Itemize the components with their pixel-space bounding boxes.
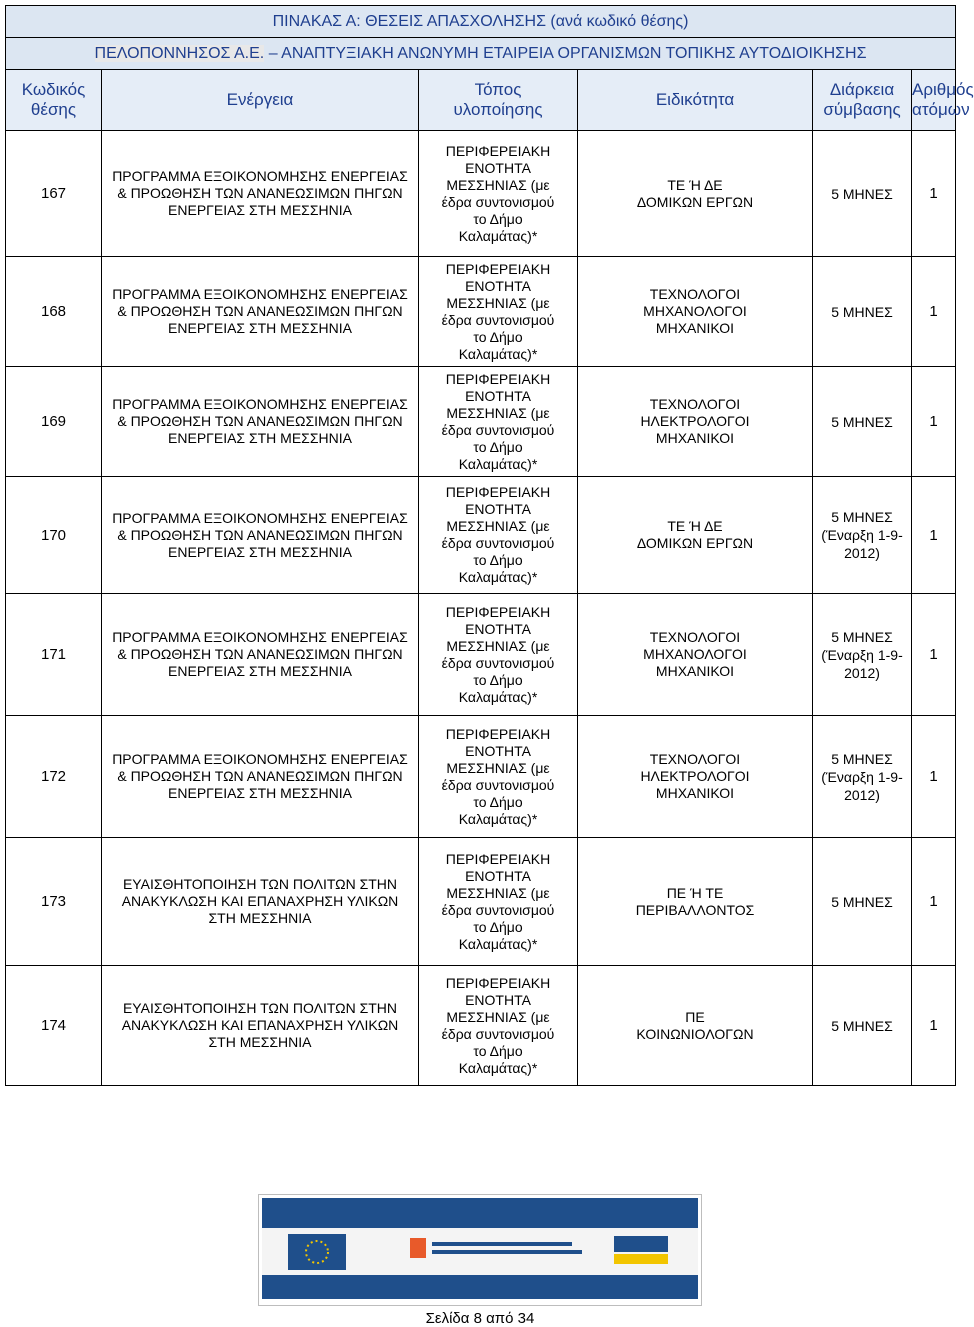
header-place — [419, 70, 578, 131]
cell-code — [6, 367, 102, 477]
banner-cofinancing-band — [262, 1275, 698, 1299]
cell-place-line: ΠΕΡΙΦΕΡΕΙΑΚΗ — [445, 484, 551, 500]
cell-place-line: έδρα συντονισμού — [441, 311, 555, 328]
cell-code — [6, 477, 102, 594]
subtitle-rest: ΑΝΑΠΤΥΞΙΑΚΗ ΑΝΩΝΥΜΗ ΕΤΑΙΡΕΙΑ ΟΡΓΑΝΙΣΜΩΝ ΤΟΠΙΚΗΣ ΑΥΤΟΔΙΟΙΚΗΣΗΣ — [281, 44, 867, 62]
cell-place-line: ΕΝΟΤΗΤΑ — [465, 387, 531, 404]
cell-count-text: 1 — [929, 1017, 938, 1034]
cell-place-line: Καλαμάτας)* — [458, 569, 538, 585]
table-row — [6, 838, 956, 966]
cell-action-line: ΕΝΕΡΓΕΙΑΣ ΣΤΗ ΜΕΣΣΗΝΙΑ — [168, 663, 352, 679]
cell-code — [6, 838, 102, 966]
cell-specialty-line: ΤΕΧΝΟΛΟΓΟΙ — [649, 751, 741, 767]
cell-specialty-line: ΤΕΧΝΟΛΟΓΟΙ — [649, 286, 741, 302]
cell-specialty-line: ΗΛΕΚΤΡΟΛΟΓΟΙ — [640, 413, 750, 429]
cell-specialty — [578, 257, 813, 367]
cell-duration-line: 5 ΜΗΝΕΣ — [831, 893, 893, 910]
cell-place — [419, 477, 578, 594]
cell-place-line: Καλαμάτας)* — [458, 345, 538, 362]
cell-action — [102, 367, 419, 477]
cell-specialty — [578, 477, 813, 594]
cell-count-text: 1 — [929, 413, 938, 430]
cell-action-line: ΕΝΕΡΓΕΙΑΣ ΣΤΗ ΜΕΣΣΗΝΙΑ — [168, 785, 352, 801]
cell-specialty-line: ΤΕ Ή ΔΕ — [667, 518, 723, 534]
cell-place-line: ΠΕΡΙΦΕΡΕΙΑΚΗ — [445, 603, 551, 620]
subtitle-prefix: ΠΕΛΟΠΟΝΝΗΣΟΣ Α.Ε. — [94, 44, 265, 62]
cell-place-line: έδρα συντονισμού — [441, 421, 555, 438]
cell-specialty-line: ΠΕ Ή ΤΕ — [666, 884, 724, 901]
cell-action-line: & ΠΡΟΩΘΗΣΗ ΤΩΝ ΑΝΑΝΕΩΣΙΜΩΝ ΠΗΓΩΝ — [117, 768, 403, 784]
cell-specialty-line: ΜΗΧΑΝΟΛΟΓΟΙ — [643, 303, 747, 319]
cell-action-line: ΕΝΕΡΓΕΙΑΣ ΣΤΗ ΜΕΣΣΗΝΙΑ — [168, 543, 352, 560]
subtitle-row — [6, 38, 956, 70]
cell-code-text: 169 — [40, 413, 67, 430]
cell-count — [912, 131, 956, 257]
table-row — [6, 131, 956, 257]
cell-action-line: ΠΡΟΓΡΑΜΜΑ ΕΞΟΙΚΟΝΟΜΗΣΗΣ ΕΝΕΡΓΕΙΑΣ — [112, 509, 408, 526]
cell-action-line: & ΠΡΟΩΘΗΣΗ ΤΩΝ ΑΝΑΝΕΩΣΙΜΩΝ ΠΗΓΩΝ — [117, 526, 403, 543]
cell-duration — [813, 594, 912, 716]
cell-place — [419, 367, 578, 477]
cell-place — [419, 594, 578, 716]
cell-place-line: ΜΕΣΣΗΝΙΑΣ (με — [446, 637, 550, 654]
header-count-line: ατόμων — [912, 100, 970, 119]
cell-place-line: Καλαμάτας)* — [458, 810, 538, 827]
cell-code-text: 174 — [40, 1017, 67, 1034]
cell-count — [912, 716, 956, 838]
cell-count — [912, 838, 956, 966]
cell-duration-line: 5 ΜΗΝΕΣ — [831, 509, 893, 525]
espa-years-mark — [614, 1254, 668, 1264]
cell-count — [912, 367, 956, 477]
header-duration-line: Διάρκεια — [829, 80, 895, 99]
cell-place-line: ΠΕΡΙΦΕΡΕΙΑΚΗ — [445, 974, 551, 991]
cell-code — [6, 716, 102, 838]
cell-specialty-line: ΜΗΧΑΝΙΚΟΙ — [655, 430, 735, 446]
cell-count-text: 1 — [929, 893, 938, 910]
banner-logos-picture — [262, 1228, 698, 1275]
cell-duration-line: 5 ΜΗΝΕΣ — [831, 185, 893, 202]
cell-duration-line: 5 ΜΗΝΕΣ — [831, 303, 893, 320]
table-row — [6, 966, 956, 1086]
cell-specialty — [578, 594, 813, 716]
cell-code-text: 168 — [40, 303, 67, 320]
cell-action-line: ΕΝΕΡΓΕΙΑΣ ΣΤΗ ΜΕΣΣΗΝΙΑ — [168, 202, 352, 218]
header-specialty — [578, 70, 813, 131]
cell-duration — [813, 716, 912, 838]
cell-action-line: ΠΡΟΓΡΑΜΜΑ ΕΞΟΙΚΟΝΟΜΗΣΗΣ ΕΝΕΡΓΕΙΑΣ — [112, 286, 408, 302]
cell-action-line: & ΠΡΟΩΘΗΣΗ ΤΩΝ ΑΝΑΝΕΩΣΙΜΩΝ ΠΗΓΩΝ — [117, 185, 403, 201]
cell-place-line: ΠΕΡΙΦΕΡΕΙΑΚΗ — [445, 850, 551, 867]
header-place-line: Τόπος — [474, 80, 522, 99]
cell-action-line: ΣΤΗ ΜΕΣΣΗΝΙΑ — [208, 1034, 312, 1050]
cell-code-text: 172 — [40, 768, 67, 785]
header-duration — [813, 70, 912, 131]
cell-place-line: Καλαμάτας)* — [458, 1059, 538, 1076]
cell-place-line: ΕΝΟΤΗΤΑ — [465, 277, 531, 294]
cell-place-line: Καλαμάτας)* — [458, 688, 538, 705]
header-place-line: υλοποίησης — [453, 100, 543, 119]
cell-specialty-line: ΠΕ — [685, 1008, 705, 1025]
espa-logo-icon — [614, 1236, 668, 1252]
header-count — [912, 70, 974, 131]
cell-count-text: 1 — [929, 303, 938, 320]
cell-specialty-line: ΜΗΧΑΝΙΚΟΙ — [655, 785, 735, 801]
cell-duration-line: (Έναρξη 1-9-2012) — [821, 646, 903, 681]
banner-ministry-band — [262, 1198, 698, 1228]
cell-duration — [813, 966, 912, 1086]
cell-place-line: ΕΝΟΤΗΤΑ — [465, 501, 531, 517]
cell-action-line: ΕΝΕΡΓΕΙΑΣ ΣΤΗ ΜΕΣΣΗΝΙΑ — [168, 320, 352, 336]
cell-duration-line: (Έναρξη 1-9-2012) — [821, 768, 903, 803]
cell-duration-line: 5 ΜΗΝΕΣ — [831, 1017, 893, 1034]
cell-place-line: ΜΕΣΣΗΝΙΑΣ (με — [446, 176, 550, 193]
header-action — [102, 70, 419, 131]
table-row — [6, 477, 956, 594]
cell-place-line: το Δήμο — [473, 210, 523, 227]
cell-action-line: ΠΡΟΓΡΑΜΜΑ ΕΞΟΙΚΟΝΟΜΗΣΗΣ ΕΝΕΡΓΕΙΑΣ — [112, 168, 408, 184]
cell-place-line: ΜΕΣΣΗΝΙΑΣ (με — [446, 884, 550, 901]
header-code-line: Κωδικός — [21, 80, 86, 99]
cell-place-line: έδρα συντονισμού — [441, 776, 555, 793]
cell-action — [102, 131, 419, 257]
cell-action-line: ΕΝΕΡΓΕΙΑΣ ΣΤΗ ΜΕΣΣΗΝΙΑ — [168, 430, 352, 446]
cell-place-line: ΠΕΡΙΦΕΡΕΙΑΚΗ — [445, 142, 551, 159]
cell-count — [912, 477, 956, 594]
cell-duration — [813, 477, 912, 594]
cell-code-text: 170 — [40, 526, 67, 544]
cell-action — [102, 477, 419, 594]
cell-place — [419, 257, 578, 367]
cell-place-line: ΕΝΟΤΗΤΑ — [465, 620, 531, 637]
cell-action-line: & ΠΡΟΩΘΗΣΗ ΤΩΝ ΑΝΑΝΕΩΣΙΜΩΝ ΠΗΓΩΝ — [117, 303, 403, 319]
table-row — [6, 367, 956, 477]
subtitle-dash: – — [264, 44, 282, 62]
cell-action-line: ΣΤΗ ΜΕΣΣΗΝΙΑ — [208, 910, 312, 926]
cell-count — [912, 966, 956, 1086]
table-title — [6, 6, 956, 38]
header-action-line: Ενέργεια — [226, 90, 294, 109]
cell-place-line: έδρα συντονισμού — [441, 654, 555, 671]
cell-specialty — [578, 367, 813, 477]
cell-count-text: 1 — [929, 768, 938, 785]
cell-duration — [813, 367, 912, 477]
cell-code-text: 173 — [40, 893, 67, 910]
cell-specialty — [578, 716, 813, 838]
cell-place-line: ΕΝΟΤΗΤΑ — [465, 991, 531, 1008]
cell-place-line: Καλαμάτας)* — [458, 935, 538, 952]
cell-duration — [813, 838, 912, 966]
cell-action-line: ΠΡΟΓΡΑΜΜΑ ΕΞΟΙΚΟΝΟΜΗΣΗΣ ΕΝΕΡΓΕΙΑΣ — [112, 629, 408, 645]
cell-specialty-line: ΜΗΧΑΝΟΛΟΓΟΙ — [643, 646, 747, 662]
cell-duration-line: 5 ΜΗΝΕΣ — [831, 413, 893, 430]
cell-action — [102, 257, 419, 367]
cell-specialty-line: ΜΗΧΑΝΙΚΟΙ — [655, 320, 735, 336]
cell-code — [6, 257, 102, 367]
header-count-line: Αριθμός — [912, 80, 974, 99]
eu-flag-icon — [288, 1234, 346, 1270]
cell-place-line: ΜΕΣΣΗΝΙΑΣ (με — [446, 404, 550, 421]
cell-place-line: το Δήμο — [473, 671, 523, 688]
title-row — [6, 6, 956, 38]
cell-place — [419, 966, 578, 1086]
cell-place-line: ΕΝΟΤΗΤΑ — [465, 867, 531, 884]
cell-count — [912, 257, 956, 367]
table-row — [6, 257, 956, 367]
cell-code-text: 171 — [40, 646, 67, 663]
header-specialty-line: Ειδικότητα — [655, 90, 735, 109]
cell-action-line: ΠΡΟΓΡΑΜΜΑ ΕΞΟΙΚΟΝΟΜΗΣΗΣ ΕΝΕΡΓΕΙΑΣ — [112, 396, 408, 412]
cell-specialty-line: ΔΟΜΙΚΩΝ ΕΡΓΩΝ — [636, 193, 754, 210]
program-logo-icon — [410, 1238, 426, 1258]
cell-place-line: ΜΕΣΣΗΝΙΑΣ (με — [446, 518, 550, 534]
cell-action — [102, 594, 419, 716]
banner-logos-band — [262, 1228, 698, 1275]
table-row — [6, 594, 956, 716]
header-row — [6, 70, 956, 131]
cell-place-line: Καλαμάτας)* — [458, 455, 538, 472]
cell-place-line: ΕΝΟΤΗΤΑ — [465, 159, 531, 176]
cell-action-line: ΑΝΑΚΥΚΛΩΣΗ ΚΑΙ ΕΠΑΝΑΧΡΗΣΗ ΥΛΙΚΩΝ — [121, 893, 399, 909]
cell-place-line: ΜΕΣΣΗΝΙΑΣ (με — [446, 759, 550, 776]
table-row — [6, 716, 956, 838]
cell-specialty — [578, 838, 813, 966]
cell-code-text: 167 — [40, 185, 67, 202]
cell-place-line: ΠΕΡΙΦΕΡΕΙΑΚΗ — [445, 370, 551, 387]
cell-specialty-line: ΠΕΡΙΒΑΛΛΟΝΤΟΣ — [635, 901, 755, 918]
cell-place-line: το Δήμο — [473, 328, 523, 345]
cofinancing-banner — [258, 1194, 702, 1306]
cell-specialty-line: ΜΗΧΑΝΙΚΟΙ — [655, 663, 735, 679]
cell-duration — [813, 131, 912, 257]
cell-place-line: έδρα συντονισμού — [441, 901, 555, 918]
cell-duration-line: (Έναρξη 1-9-2012) — [821, 527, 903, 561]
cell-duration-line: 5 ΜΗΝΕΣ — [831, 628, 893, 645]
cell-specialty-line: ΤΕΧΝΟΛΟΓΟΙ — [649, 629, 741, 645]
cell-place-line: έδρα συντονισμού — [441, 535, 555, 551]
cell-specialty-line: ΤΕΧΝΟΛΟΓΟΙ — [649, 396, 741, 412]
cell-place-line: το Δήμο — [473, 552, 523, 568]
cell-action-line: ΕΥΑΙΣΘΗΤΟΠΟΙΗΣΗ ΤΩΝ ΠΟΛΙΤΩΝ ΣΤΗΝ — [122, 876, 398, 892]
positions-table — [5, 5, 974, 1086]
cell-place — [419, 131, 578, 257]
cell-specialty-line: ΚΟΙΝΩΝΙΟΛΟΓΩΝ — [636, 1025, 754, 1042]
table-title-text: ΠΙΝΑΚΑΣ Α: ΘΕΣΕΙΣ ΑΠΑΣΧΟΛΗΣΗΣ (ανά κωδικό θέσης) — [272, 12, 689, 30]
cell-action — [102, 838, 419, 966]
cell-duration-line: 5 ΜΗΝΕΣ — [831, 750, 893, 767]
cell-place-line: ΜΕΣΣΗΝΙΑΣ (με — [446, 294, 550, 311]
cell-count-text: 1 — [929, 185, 938, 202]
cell-action-line: ΑΝΑΚΥΚΛΩΣΗ ΚΑΙ ΕΠΑΝΑΧΡΗΣΗ ΥΛΙΚΩΝ — [121, 1017, 399, 1033]
cell-place-line: το Δήμο — [473, 793, 523, 810]
cell-code — [6, 131, 102, 257]
cell-action-line: ΕΥΑΙΣΘΗΤΟΠΟΙΗΣΗ ΤΩΝ ΠΟΛΙΤΩΝ ΣΤΗΝ — [122, 1000, 398, 1016]
cell-place-line: το Δήμο — [473, 918, 523, 935]
header-code — [6, 70, 102, 131]
cell-place — [419, 716, 578, 838]
program-text-mark — [432, 1250, 582, 1254]
header-duration-line: σύμβασης — [823, 100, 901, 119]
cell-duration — [813, 257, 912, 367]
cell-place-line: έδρα συντονισμού — [441, 1025, 555, 1042]
cell-place-line: το Δήμο — [473, 1042, 523, 1059]
cell-place-line: ΠΕΡΙΦΕΡΕΙΑΚΗ — [445, 260, 551, 277]
cell-place-line: ΠΕΡΙΦΕΡΕΙΑΚΗ — [445, 725, 551, 742]
header-code-line: θέσης — [30, 100, 77, 119]
cell-specialty — [578, 131, 813, 257]
cell-place-line: ΜΕΣΣΗΝΙΑΣ (με — [446, 1008, 550, 1025]
page-number: Σελίδα 8 από 34 — [425, 1310, 535, 1327]
program-text-mark — [432, 1242, 572, 1246]
cell-place-line: Καλαμάτας)* — [458, 227, 538, 244]
cell-count-text: 1 — [929, 526, 938, 544]
cell-action-line: ΠΡΟΓΡΑΜΜΑ ΕΞΟΙΚΟΝΟΜΗΣΗΣ ΕΝΕΡΓΕΙΑΣ — [112, 751, 408, 767]
cell-count — [912, 594, 956, 716]
cell-code — [6, 966, 102, 1086]
table-subtitle — [6, 38, 956, 70]
cell-specialty-line: ΔΟΜΙΚΩΝ ΕΡΓΩΝ — [636, 535, 754, 551]
cell-specialty-line: ΗΛΕΚΤΡΟΛΟΓΟΙ — [640, 768, 750, 784]
cell-place-line: ΕΝΟΤΗΤΑ — [465, 742, 531, 759]
cell-action — [102, 716, 419, 838]
cell-specialty — [578, 966, 813, 1086]
cell-action-line: & ΠΡΟΩΘΗΣΗ ΤΩΝ ΑΝΑΝΕΩΣΙΜΩΝ ΠΗΓΩΝ — [117, 646, 403, 662]
cell-specialty-line: ΤΕ Ή ΔΕ — [667, 176, 723, 193]
cell-action-line: & ΠΡΟΩΘΗΣΗ ΤΩΝ ΑΝΑΝΕΩΣΙΜΩΝ ΠΗΓΩΝ — [117, 413, 403, 429]
cell-place-line: έδρα συντονισμού — [441, 193, 555, 210]
cell-action — [102, 966, 419, 1086]
cell-place-line: το Δήμο — [473, 438, 523, 455]
cell-place — [419, 838, 578, 966]
cell-code — [6, 594, 102, 716]
cell-count-text: 1 — [929, 646, 938, 663]
